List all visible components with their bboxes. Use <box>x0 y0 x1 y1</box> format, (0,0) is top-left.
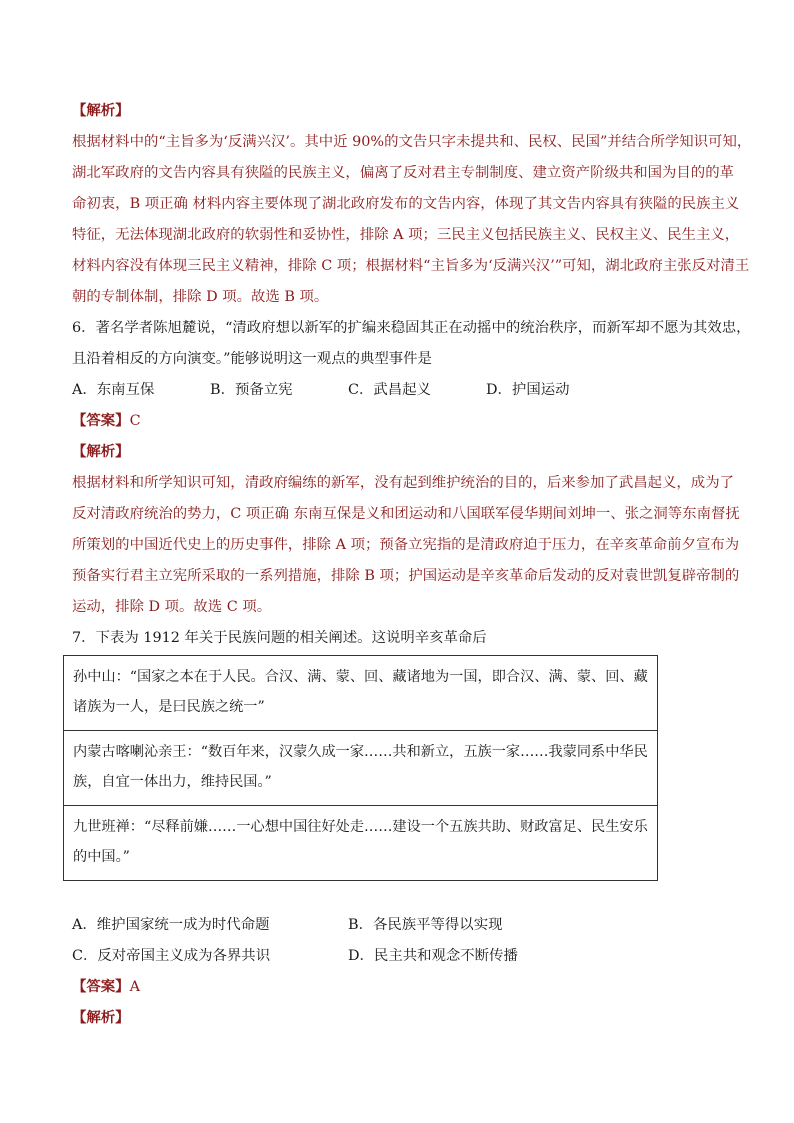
q5-analysis-line: 朝的专制体制，排除 D 项。故选 B 项。 <box>72 289 329 305</box>
q6-analysis-line: 预备实行君主立宪所采取的一系列措施，排除 B 项；护国运动是辛亥革命后发动的反对袁世凯复辟帝制的 <box>72 568 740 584</box>
q7-answer <box>72 977 732 997</box>
q7-answer-value: A <box>129 979 140 995</box>
q7-answer-label: 【答案】 <box>72 978 130 995</box>
q6-option-a: A．东南互保 <box>72 382 155 398</box>
q6-analysis-line: 反对清政府统治的势力，C 项正确 东南互保是义和团运动和八国联军侵华期间刘坤一、张之洞等东南督抚 <box>72 506 740 522</box>
table-cell-line: 族，自宜一体出力，维持民国。” <box>73 774 272 790</box>
q6-analysis-line: 根据材料和所学知识可知，清政府编练的新军，没有起到维护统治的目的，后来参加了武昌起义，成为了 <box>72 475 734 491</box>
q6-stem-line: 且沿着相反的方向演变。”能够说明这一观点的典型事件是 <box>72 351 432 367</box>
table-cell-line: 的中国。” <box>73 849 130 865</box>
q7-option-c: C．反对帝国主义成为各界共识 <box>72 948 271 964</box>
q6-stem-line: 6．著名学者陈旭麓说，“清政府想以新军的扩编来稳固其正在动摇中的统治秩序，而新军却不愿为其效忠， <box>72 320 751 336</box>
table-cell <box>64 806 658 881</box>
q6-option-d: D．护国运动 <box>486 382 570 398</box>
table-cell-line: 诸族为一人，是曰民族之统一” <box>73 699 265 715</box>
table-row <box>64 731 658 806</box>
q5-analysis-line: 特征，无法体现湖北政府的软弱性和妥协性，排除 A 项；三民主义包括民族主义、民权主义、民生主义， <box>72 227 740 243</box>
q6-analysis-label: 【解析】 <box>72 443 130 460</box>
q5-analysis-label: 【解析】 <box>72 102 130 119</box>
q7-stem: 7．下表为 1912 年关于民族问题的相关阐述。这说明辛亥革命后 <box>72 630 487 646</box>
q7-analysis-label: 【解析】 <box>72 1009 130 1026</box>
table-row <box>64 656 658 731</box>
q6-answer <box>72 411 732 431</box>
q6-analysis-line: 所策划的中国近代史上的历史事件，排除 A 项；预备立宪指的是清政府迫于压力，在辛亥革命前夕宣布为 <box>72 537 740 553</box>
table-cell-line: 九世班禅：“尽释前嫌……一心想中国往好处走……建设一个五族共助、财政富足、民生安乐 <box>73 819 648 835</box>
table-cell <box>64 731 658 806</box>
table-cell <box>64 656 658 731</box>
q5-analysis-line: 材料内容没有体现三民主义精神，排除 C 项；根据材料“主旨多为‘反满兴汉’”可知，湖北政府主张反对清王 <box>72 258 750 274</box>
q7-option-a: A．维护国家统一成为时代命题 <box>72 917 270 933</box>
q7-option-d: D．民主共和观念不断传播 <box>348 948 518 964</box>
q6-analysis-line: 运动，排除 D 项。故选 C 项。 <box>72 599 272 615</box>
q6-answer-label: 【答案】 <box>72 412 130 429</box>
q5-analysis-line: 命初衷，B 项正确 材料内容主要体现了湖北政府发布的文告内容，体现了其文告内容具有狭隘的民族主义 <box>72 196 740 212</box>
table-cell-line: 内蒙古喀喇沁亲王：“数百年来，汉蒙久成一家……共和新立，五族一家……我蒙同系中华民 <box>73 744 648 760</box>
q5-analysis-line: 根据材料中的“主旨多为‘反满兴汉’。其中近 90%的文告只字未提共和、民权、民国”并结合所学知识可知， <box>72 134 752 150</box>
q6-answer-value: C <box>129 413 141 429</box>
q6-option-c: C．武昌起义 <box>348 382 431 398</box>
q5-analysis-line: 湖北军政府的文告内容具有狭隘的民族主义，偏离了反对君主专制制度、建立资产阶级共和国为目的的革 <box>72 165 734 181</box>
q7-option-b: B．各民族平等得以实现 <box>348 917 503 933</box>
q6-option-b: B．预备立宪 <box>210 382 293 398</box>
table-row <box>64 806 658 881</box>
table-cell-line: 孙中山：“国家之本在于人民。合汉、满、蒙、回、藏诸地为一国，即合汉、满、蒙、回、藏 <box>73 669 648 685</box>
q7-material-table <box>63 655 658 881</box>
